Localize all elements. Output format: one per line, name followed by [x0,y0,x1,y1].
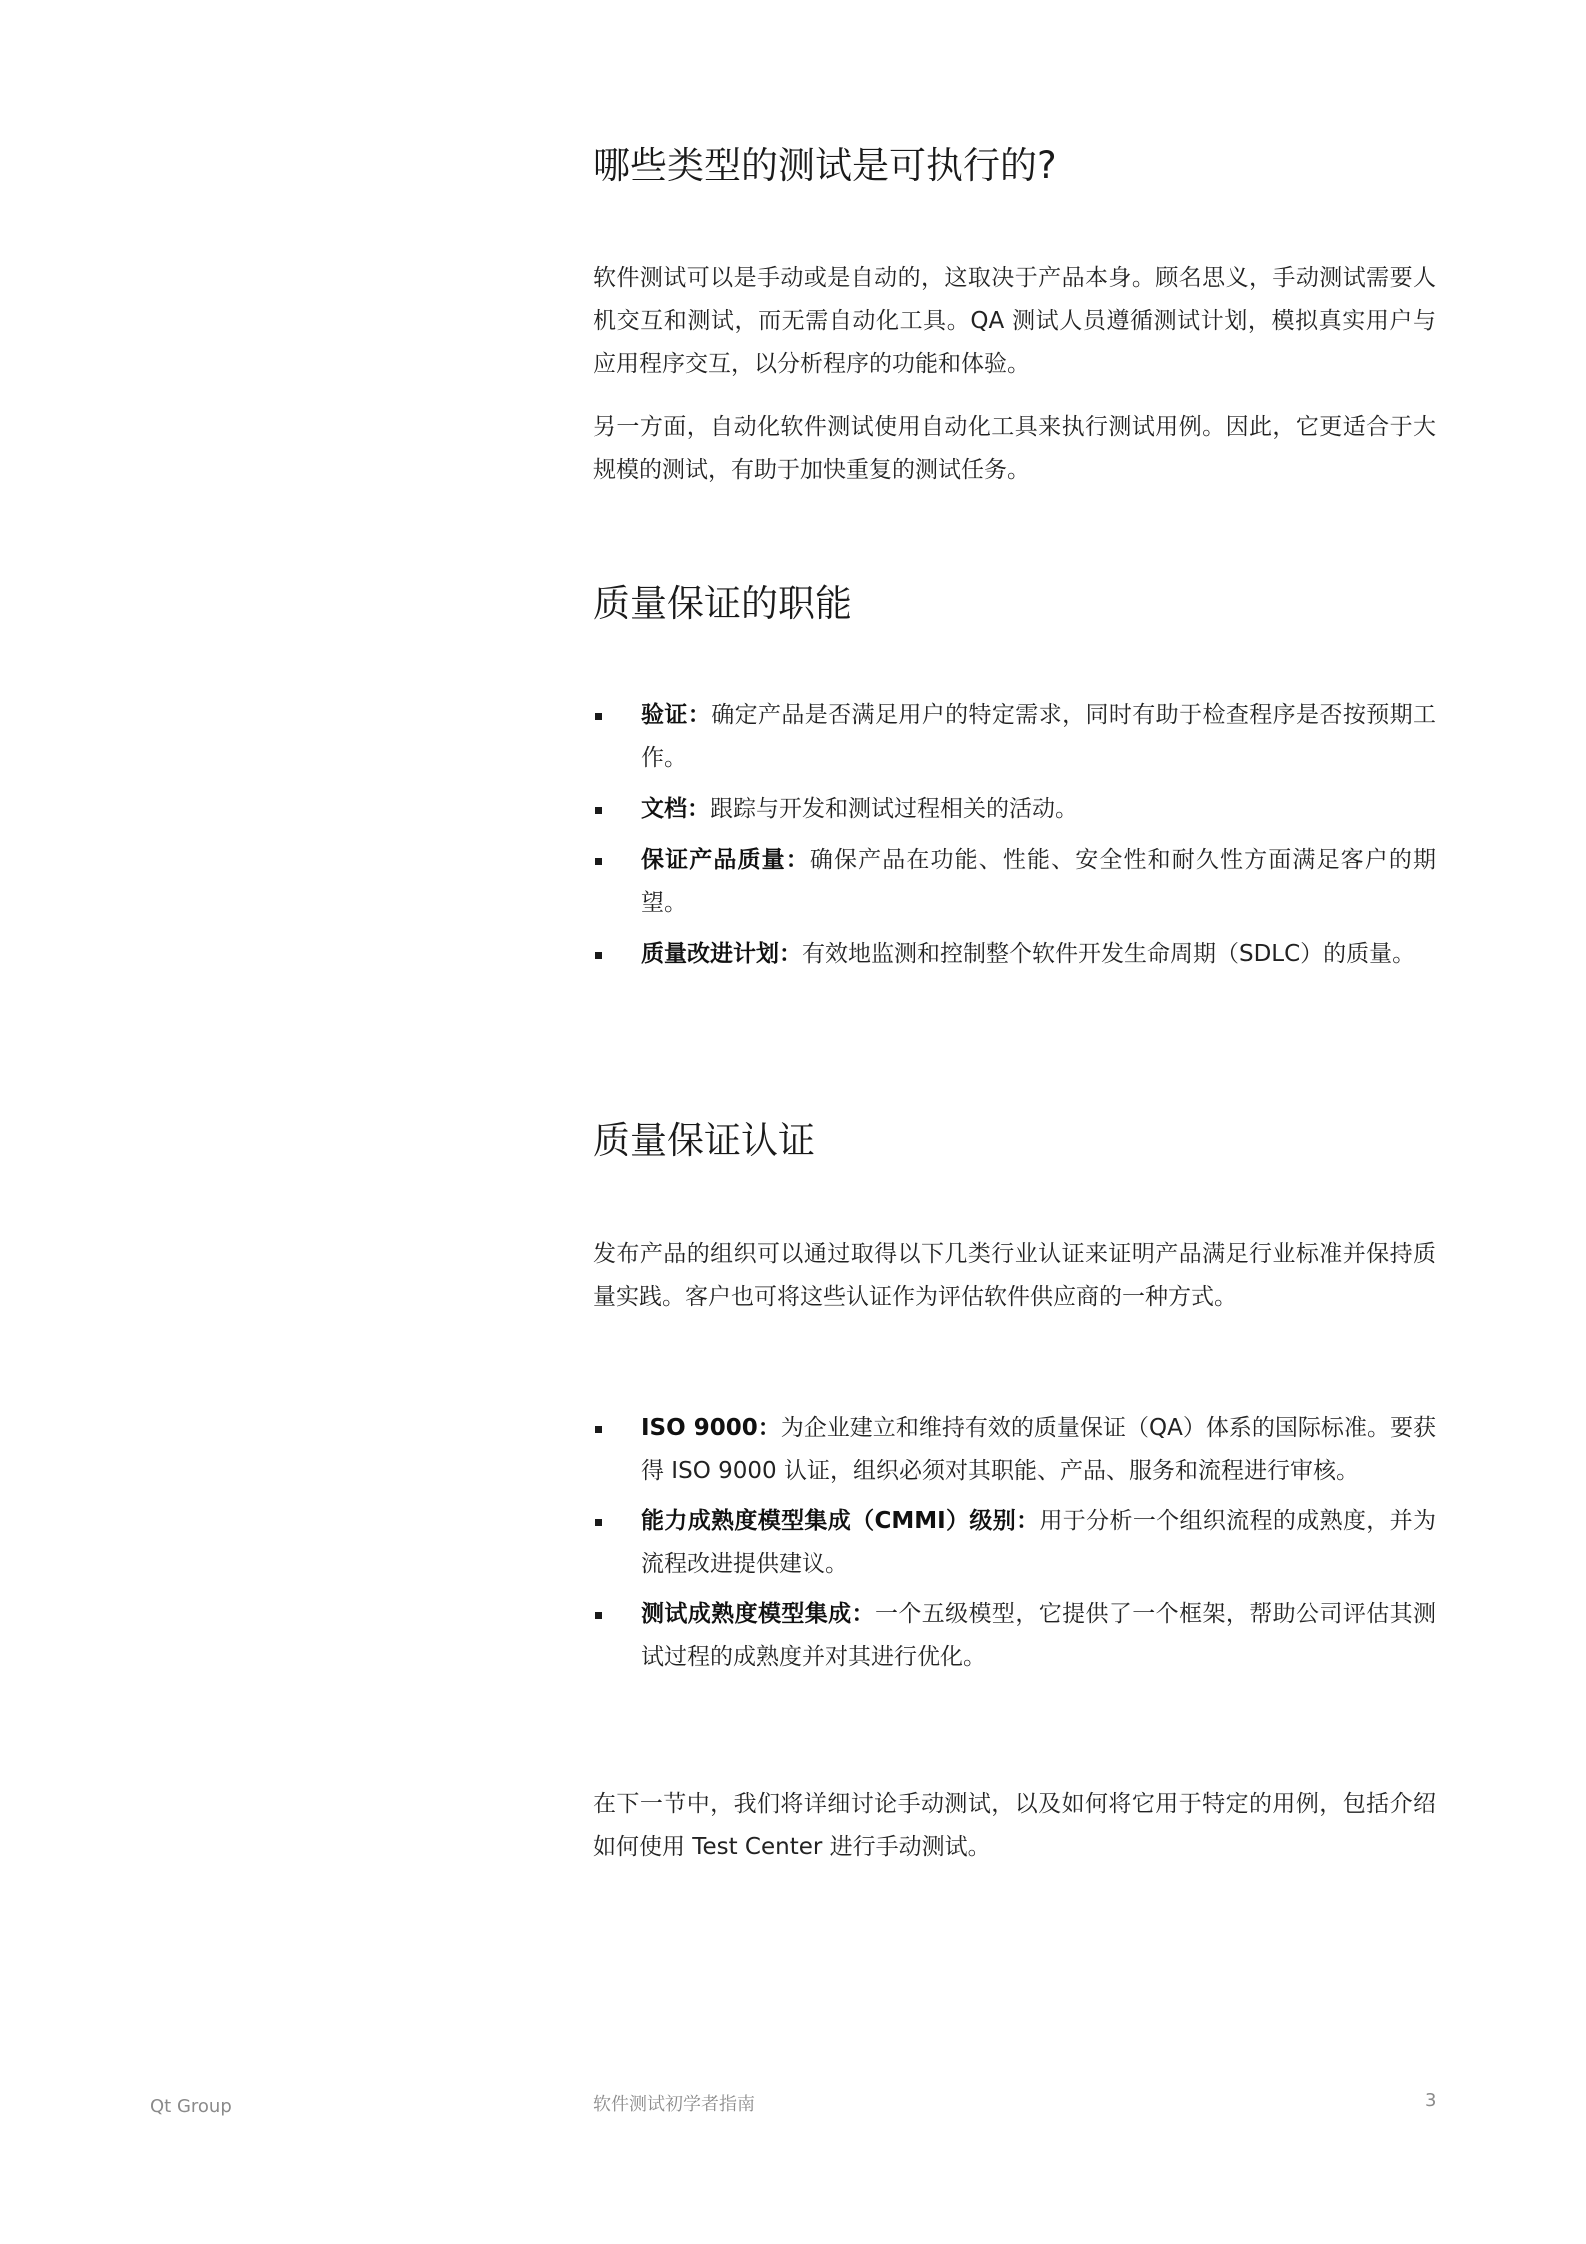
list-item-term: ISO 9000： [641,1415,781,1441]
bullet-icon [595,713,602,720]
footer-page-number: 3 [1425,2090,1437,2111]
list-item-term: 验证： [641,702,712,728]
list-item-text: 确定产品是否满足用户的特定需求，同时有助于检查程序是否按预期工作。 [641,702,1437,771]
list-item [593,1407,1436,1493]
paragraph-automated-testing: 另一方面，自动化软件测试使用自动化工具来执行测试用例。因此，它更适合于大规模的测试，有助于加快重复的测试任务。 [593,414,1436,483]
list-item-text: 确保产品在功能、性能、安全性和耐久性方面满足客户的期望。 [641,847,1436,916]
list-item-text: 用于分析一个组织流程的成熟度，并为流程改进提供建议。 [641,1508,1437,1577]
list-item-text: 跟踪与开发和测试过程相关的活动。 [710,796,1078,822]
section-title-test-types: 哪些类型的测试是可执行的? [593,144,1057,187]
bullet-icon [595,1612,602,1619]
list-item-text: 为企业建立和维持有效的质量保证（QA）体系的国际标准。要获得 ISO 9000 认证，组织必须对其职能、产品、服务和流程进行审核。 [641,1415,1436,1484]
footer-document-title: 软件测试初学者指南 [593,2094,755,2115]
paragraph-next-section: 在下一节中，我们将详细讨论手动测试，以及如何将它用于特定的用例，包括介绍如何使用 Test Center 进行手动测试。 [593,1791,1436,1860]
qa-functions-list [593,694,1436,976]
footer-company: Qt Group [150,2096,232,2117]
list-item-term: 能力成熟度模型集成（CMMI）级别： [641,1508,1040,1534]
list-item-text: 一个五级模型，它提供了一个框架，帮助公司评估其测试过程的成熟度并对其进行优化。 [641,1601,1437,1670]
list-item [593,788,1436,831]
list-item-term: 文档： [641,796,710,822]
bullet-icon [595,807,602,814]
list-item-term: 质量改进计划： [641,941,802,967]
bullet-icon [595,858,602,865]
list-item [593,1593,1436,1679]
certifications-list [593,1407,1436,1679]
list-item-term: 测试成熟度模型集成： [641,1601,875,1627]
bullet-icon [595,1426,602,1433]
list-item [593,839,1436,925]
paragraph-certifications-intro: 发布产品的组织可以通过取得以下几类行业认证来证明产品满足行业标准并保持质量实践。客户也可将这些认证作为评估软件供应商的一种方式。 [593,1241,1436,1310]
bullet-icon [595,1519,602,1526]
list-item-text: 有效地监测和控制整个软件开发生命周期（SDLC）的质量。 [802,941,1416,967]
list-item [593,933,1436,976]
section-title-qa-certifications: 质量保证认证 [593,1119,815,1162]
list-item [593,694,1436,780]
list-item-term: 保证产品质量： [641,847,810,873]
bullet-icon [595,952,602,959]
list-item [593,1500,1436,1586]
paragraph-manual-vs-automated: 软件测试可以是手动或是自动的，这取决于产品本身。顾名思义，手动测试需要人机交互和测试，而无需自动化工具。QA 测试人员遵循测试计划，模拟真实用户与应用程序交互，以分析程序的功能和体验。 [593,265,1436,377]
section-title-qa-functions: 质量保证的职能 [593,582,852,625]
